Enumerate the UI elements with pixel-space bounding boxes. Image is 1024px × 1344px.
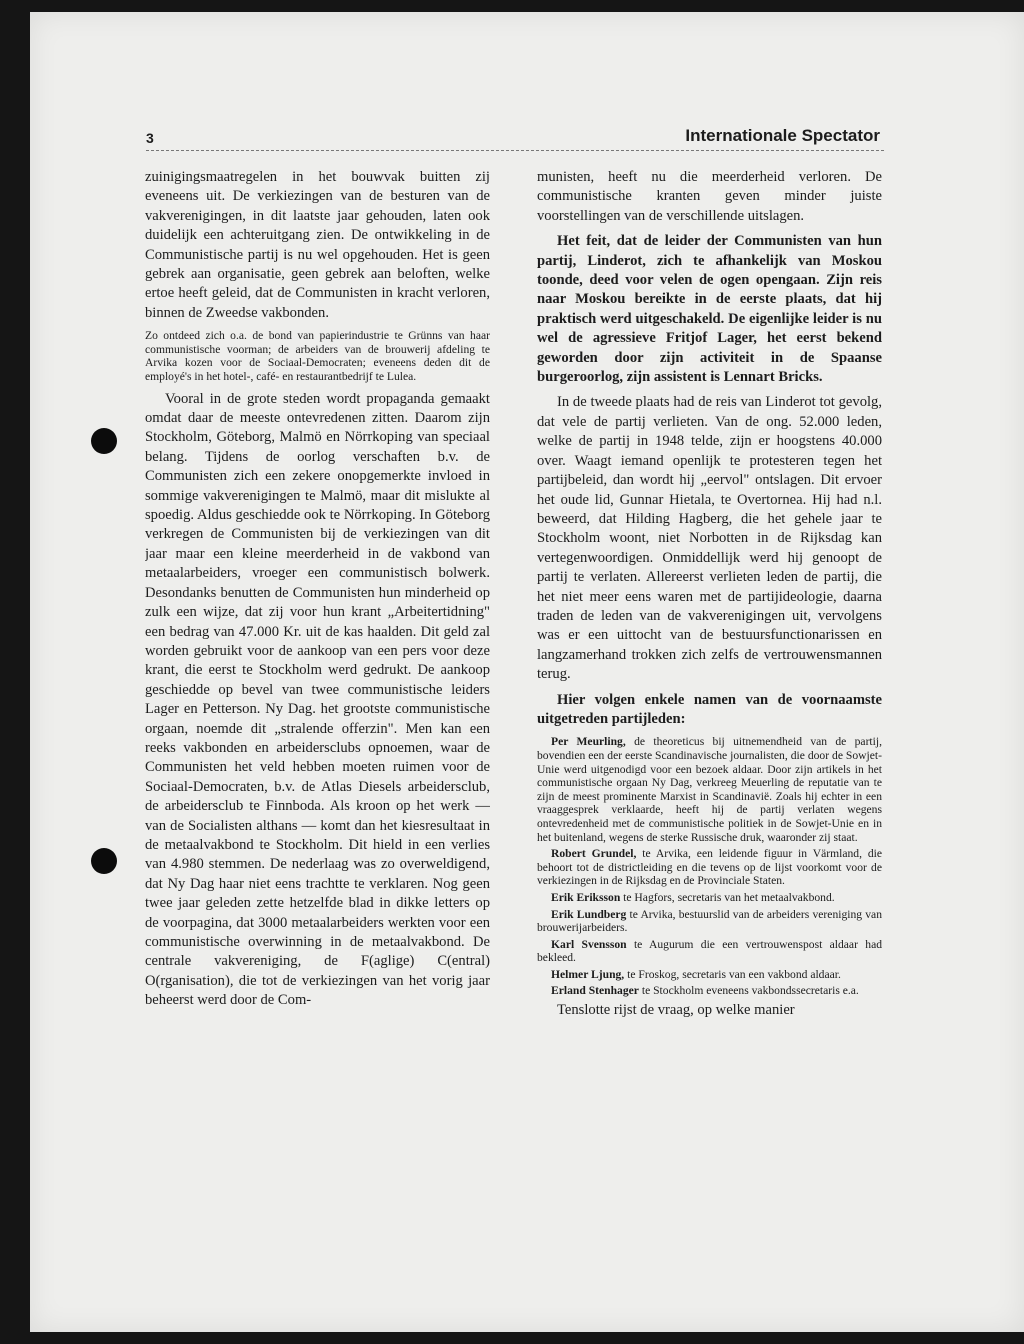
person-name: Per Meurling, (551, 735, 626, 749)
person-description: te Arvika, een leidende figuur in Värmland, die behoort tot de districtleiding en die tevens op de lijst voorkomt voor de verkiezingen in de Rijksdag en de Provinciale Staten. (537, 847, 882, 888)
list-item (537, 847, 882, 888)
paragraph: In de tweede plaats had de reis van Linderot tot gevolg, dat vele de partij verlieten. Van de ong. 52.000 leden, welke de partij in 1948 telde, zijn er hoogstens 40.000 over. Waagt iemand openlijk te protesteren tegen het partijbeleid, dan wordt hij „eervol" ontslagen. Dit ervoer het oude lid, Gunnar Hietala, te Overtornea. Hij had n.l. beweerd, dat Hilding Hagberg, die het gehele jaar te Stockholm woont, niet Norbotten in de Rijksdag kan vertegenwoordigen. Onmiddellijk werd hij genoopt de partij te verlaten. Allereerst verlieten leden de partij, die het niet meer eens waren met de partijideologie, daarna traden de leden van de vakverenigingen uit, vervolgens was er een uittocht van de bestuursfunctionarissen en langzamerhand trokken zich zelfs de vertrouwensmannen terug. (537, 394, 882, 683)
header-rule (146, 150, 884, 151)
punch-hole-bottom (91, 848, 117, 874)
person-description: de theoreticus bij uitnemendheid van de partij, bovendien een der eerste Scandinavische journalisten, die door de Sowjet-Unie werd uitgenodigd voor een bezoek aldaar. Door zijn artikels in het communistische orgaan Ny Dag, verkreeg Meuerling de reputatie van te zijn de meest prominente Marxist in Scandinavië. Zoals hij echter in een vraaggesprek verklaarde, heeft hij de partij verlaten wegens ontevredenheid met de communistische politiek in de Sowjet-Unie en in het buitenland, wegens de sterke Russische druk, waaronder zij staat. (537, 735, 882, 844)
list-item (537, 908, 882, 935)
page-number: 3 (146, 130, 154, 146)
person-description: te Augurum die een vertrouwenspost aldaar had bekleed. (537, 937, 882, 965)
left-column (145, 168, 490, 1178)
punch-hole-top (91, 428, 117, 454)
paragraph-bold: Hier volgen enkele namen van de voornaamste uitgetreden partijleden: (537, 691, 882, 727)
paragraph-small-print: Zo ontdeed zich o.a. de bond van papierindustrie te Grünns van haar communistische voorman; de arbeiders van de brouwerij afdeling te Arvika kozen voor de Sociaal-Democraten; eveneens deden dit de employé's in het hotel-, café- en restaurantbedrijf te Lulea. (145, 329, 490, 384)
person-name: Karl Svensson (551, 937, 627, 951)
person-name: Erik Eriksson (551, 890, 621, 904)
paragraph: munisten, heeft nu die meerderheid verloren. De communistische kranten geven minder juiste voorstellingen van de verschillende uitslagen. (537, 169, 882, 224)
person-name: Helmer Ljung, (551, 967, 625, 981)
list-item (537, 891, 882, 905)
person-description: te Hagfors, secretaris van het metaalvakbond. (623, 890, 835, 904)
person-description: te Arvika, bestuurslid van de arbeiders vereniging van brouwerijarbeiders. (537, 907, 882, 935)
right-column (537, 168, 882, 1178)
closing-line: Tenslotte rijst de vraag, op welke manier (557, 1002, 795, 1019)
person-description: te Froskog, secretaris van een vakbond aldaar. (627, 967, 841, 981)
list-item (537, 984, 882, 998)
list-item (537, 735, 882, 844)
list-item (537, 968, 882, 982)
person-description: te Stockholm eveneens vakbondssecretaris e.a. (641, 984, 859, 998)
list-item (537, 938, 882, 965)
paragraph: zuinigingsmaatregelen in het bouwvak buitten zij eveneens uit. De verkiezingen van de besturen van de vakverenigingen, in dit laatste jaar gehouden, laten ook duidelijk een achteruitgang zien. De ontwikkeling in de Communistische partij is nu wel opgehouden. Het is geen gebrek aan organisatie, geen gebrek aan beloften, welke ertoe heeft geleid, dat de Communisten in kracht verloren, binnen de Zweedse vakbonden. (145, 169, 490, 321)
names-list (537, 735, 882, 998)
person-name: Robert Grundel, (551, 847, 637, 861)
person-name: Erland Stenhager (551, 984, 639, 998)
person-name: Erik Lundberg (551, 907, 627, 921)
publication-title: Internationale Spectator (685, 126, 880, 145)
paragraph: Vooral in de grote steden wordt propaganda gemaakt omdat daar de meeste ontevredenen zitten. Daarom zijn Stockholm, Göteborg, Malmö en Nörrkoping van speciaal belang. Tijdens de oorlog verschaften b.v. de Communisten zich een zekere onopgemerkte invloed in sommige vakverenigingen te Malmö, maar dit mislukte al spoedig. Aldus geschiedde ook te Nörrkoping. In Göteborg verkregen de Communisten bij de verkiezingen van dit jaar maar een kleine meerderheid in de vakbond van metaalarbeiders, vroeger een communistisch bolwerk. Desondanks benutten de Communisten hun minderheid op zulk een wijze, dat zij voor hun krant „Arbeitertidning" een bedrag van 47.000 Kr. uit de kas haalden. Dit geld zal worden gebruikt voor de aankoop van een pers voor deze krant, die eerst te Stockholm werd gedrukt. De aankoop geschiedde op bevel van twee communistische leiders Lager en Petterson. Ny Dag. het grootste communistische orgaan, noemde dit „stralende offerzin". Men kan een reeks vakbonden en arbeidersclubs opnoemen, waar de Communisten het veld hebben moeten ruimen voor de Sociaal-Democraten, b.v. de Atlas Diesels arbeidersclub, de arbeidersclub te Finnboda. Als kroon op het werk — van de Socialisten althans — komt dan het kiesresultaat in de metaalvakbond te Stockholm. Dit hield in een verlies van 4.980 stemmen. De nederlaag was zo overweldigend, dat Ny Dag haar niet eens trachtte te verklaren. Nog geen twee jaar geleden zette hetzelfde blad in dikke letters op de voorpagina, dat 3000 metaalarbeiders werkten voor een communistische overwinning in de metaalvakbond. De centrale vakvereniging, de F(aglige) C(entral) O(rganisation), die tot de verkiezingen van het vorig jaar beheerst werd door de Com- (145, 390, 490, 1009)
paragraph-bold: Het feit, dat de leider der Communisten van hun partij, Linderot, zich te afhankelijk van Moskou toonde, deed voor velen de ogen opengaan. Zijn reis naar Moskou bereikte in de eerste plaats, dat hij praktisch werd uitgeschakeld. De eigenlijke leider is nu wel de agressieve Fritjof Lager, het eerst bekend geworden door zijn activiteit in de Spaanse burgeroorlog, zijn assistent is Lennart Bricks. (537, 233, 882, 386)
